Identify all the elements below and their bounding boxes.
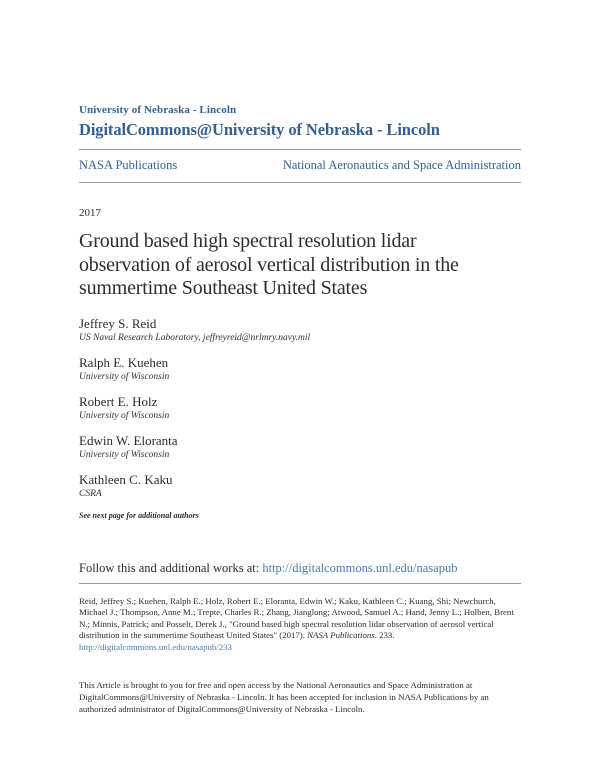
citation-text: Reid, Jeffrey S.; Kuehen, Ralph E.; Holz, Robert E.; Eloranta, Edwin W.; Kaku, Kathleen C.; Kuang, Shi; Newchurch, Michael J.; Thompson, Anne M.; Trepte, Charles R.; Zhang, Jianglong; Atwood, Samuel A.; Hand, Jenny L.; Holben, Brent N.; Minnis, Patrick; and Posselt, Derek J., "Ground based high spectral resolution lidar observation of aerosol vertical distribution in the summertime Southeast United States" (2017).: [79, 595, 514, 641]
see-next-page-note: See next page for additional authors: [79, 510, 199, 520]
header-divider-top: [79, 149, 521, 150]
author-affiliation: US Naval Research Laboratory, jeffreyreid@nrlmry.navy.mil: [79, 332, 311, 343]
author-affiliation: University of Wisconsin: [79, 410, 170, 421]
author-affiliation: CSRA: [79, 488, 102, 499]
author-entry: [79, 316, 521, 344]
author-name-link[interactable]: Jeffrey S. Reid: [79, 315, 157, 331]
department-link[interactable]: National Aeronautics and Space Administration: [282, 158, 521, 172]
author-entry: [79, 472, 521, 500]
citation-number: . 233.: [374, 630, 395, 641]
author-entry: [79, 355, 521, 383]
author-entry: [79, 394, 521, 422]
citation-journal-name: NASA Publications: [307, 630, 375, 641]
article-title-line-1: Ground based high spectral resolution lidar: [79, 230, 417, 252]
follow-works-row: [79, 560, 521, 576]
access-statement: This Article is brought to you for free and open access by the National Aeronautics and Space Administration at DigitalCommons@University of Nebraska - Lincoln. It has been accepted for inclusion in NASA Publications by an authorized administrator of DigitalCommons@University of Nebraska - Lincoln.: [79, 680, 489, 714]
author-name-link[interactable]: Kathleen C. Kaku: [79, 471, 173, 487]
author-entry: [79, 433, 521, 461]
article-title: [79, 230, 521, 301]
citation-link[interactable]: http://digitalcommons.unl.edu/nasapub/233: [79, 641, 232, 652]
recommended-citation: [79, 596, 521, 654]
citation-divider: [79, 583, 521, 584]
article-title-line-2: observation of aerosol vertical distribution in the: [79, 253, 459, 276]
repository-title-link[interactable]: DigitalCommons@University of Nebraska - Lincoln: [79, 120, 440, 139]
article-title-line-3: summertime Southeast United States: [79, 277, 368, 299]
follow-works-link[interactable]: http://digitalcommons.unl.edu/nasapub: [262, 560, 458, 575]
institution-name: University of Nebraska - Lincoln: [79, 104, 237, 116]
author-affiliation: University of Wisconsin: [79, 371, 170, 382]
cover-content: [79, 0, 521, 715]
follow-works-label: Follow this and additional works at:: [79, 560, 263, 575]
header-divider-bottom: [79, 182, 521, 183]
author-list: [79, 316, 521, 500]
collection-link[interactable]: NASA Publications: [79, 158, 178, 172]
author-name-link[interactable]: Robert E. Holz: [79, 393, 158, 409]
series-row: [79, 157, 521, 173]
publication-year: 2017: [79, 207, 101, 219]
author-name-link[interactable]: Edwin W. Eloranta: [79, 432, 178, 448]
author-name-link[interactable]: Ralph E. Kuehen: [79, 354, 169, 370]
author-affiliation: University of Wisconsin: [79, 449, 170, 460]
